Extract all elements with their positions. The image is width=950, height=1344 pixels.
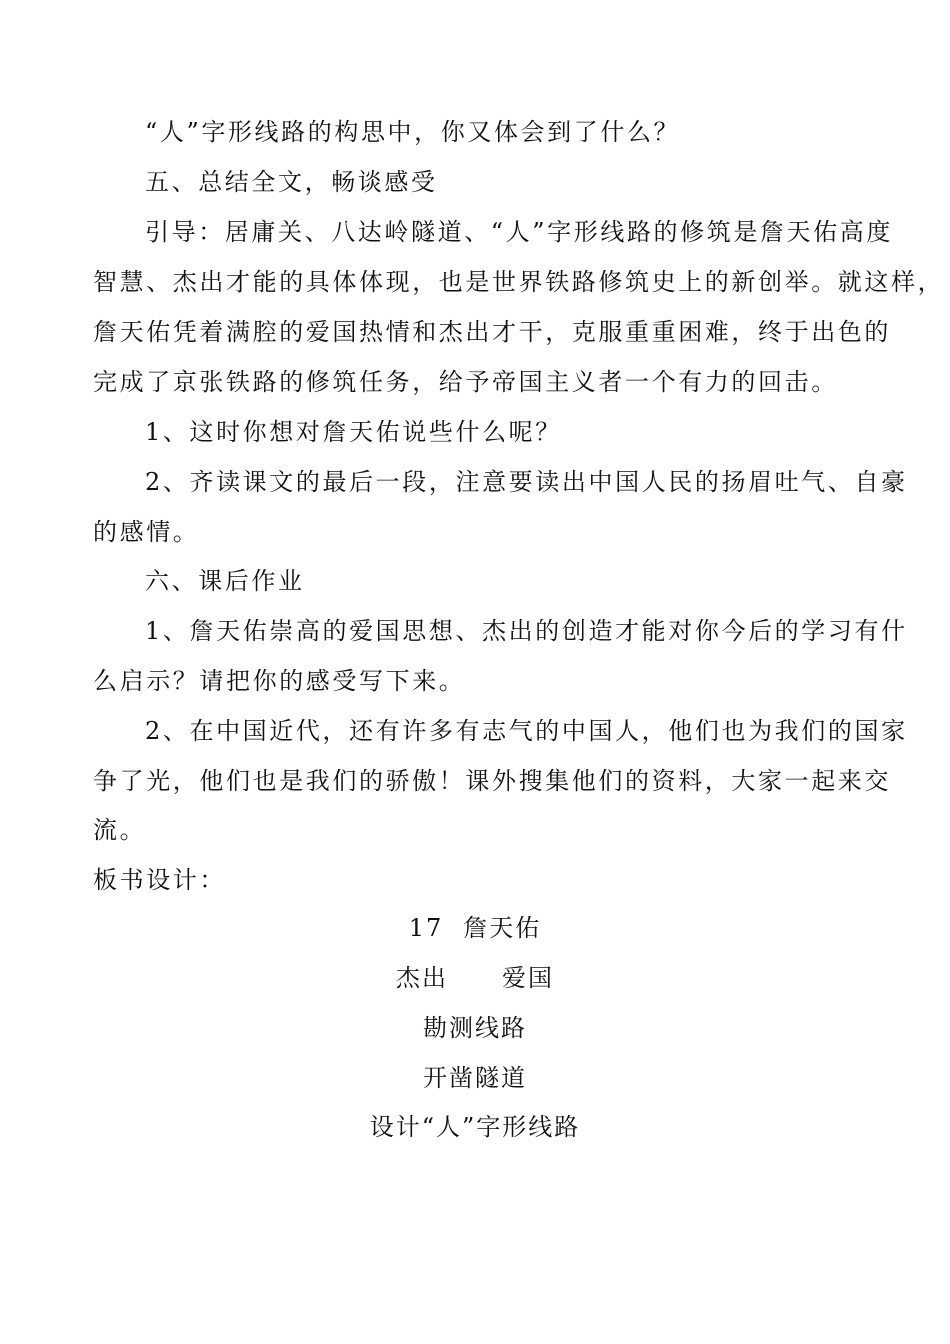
text-line: 引导：居庸关、八达岭隧道、“人”字形线路的修筑是詹天佑高度 [145,218,893,246]
trait-left: 杰出 [396,964,448,992]
text-line: 詹天佑凭着满腔的爱国热情和杰出才干，克服重重困难，终于出色的 [93,318,891,346]
text-line: 争了光，他们也是我们的骄傲！课外搜集他们的资料，大家一起来交 [93,767,891,795]
text-line: 完成了京张铁路的修筑任务，给予帝国主义者一个有力的回击。 [93,368,838,396]
board-item: 开凿隧道 [423,1064,527,1092]
board-title [0,913,950,943]
text-line: 2、齐读课文的最后一段，注意要读出中国人民的扬眉吐气、自豪 [145,468,908,496]
text-line: 1、这时你想对詹天佑说些什么呢？ [145,418,562,446]
board-design-label: 板书设计： [93,866,226,894]
section-heading: 六、课后作业 [145,567,305,595]
section-heading: 五、总结全文，畅谈感受 [145,168,438,196]
text-line: “人”字形线路的构思中，你又体会到了什么？ [145,118,681,146]
trait-right: 爱国 [502,964,554,992]
board-traits [0,963,950,993]
text-line: 智慧、杰出才能的具体体现，也是世界铁路修筑史上的新创举。就这样， [93,268,945,296]
text-line: 流。 [93,816,147,844]
text-line: 的感情。 [93,518,200,546]
text-line: 2、在中国近代，还有许多有志气的中国人，他们也为我们的国家 [145,717,908,745]
lesson-title: 詹天佑 [463,914,542,942]
board-item: 设计“人”字形线路 [369,1113,581,1141]
text-line: 1、詹天佑崇高的爱国思想、杰出的创造才能对你今后的学习有什 [145,617,908,645]
text-line: 么启示？请把你的感受写下来。 [93,667,466,695]
lesson-number: 17 [408,914,444,942]
board-item: 勘测线路 [423,1014,527,1042]
